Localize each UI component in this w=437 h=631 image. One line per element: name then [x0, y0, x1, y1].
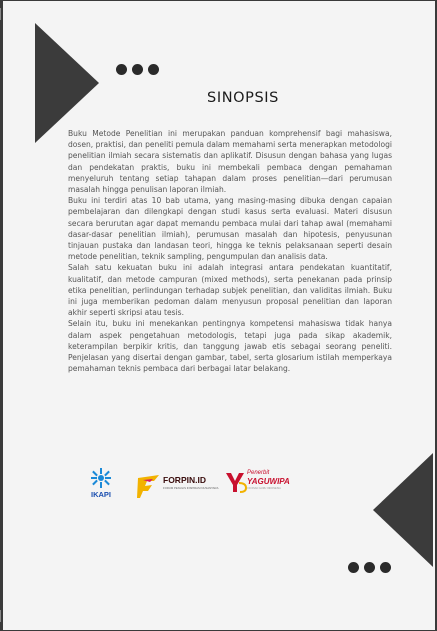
paragraph: Buku ini terdiri atas 10 bab utama, yang masing-masing dibuka dengan capaian pembelajaran dan dilengkapi dengan studi kasus serta evaluasi. Materi disusun secara berurutan agar dapat memandu pembaca mulai dari tahap awal (memahami dasar-dasar penelitian ilmiah), perumusan masalah dan hipotesis, penyusunan tinjauan pustaka dan landasan teori, hingga ke teknis pelaksanaan seperti desain metode penelitian, teknik sampling, pengumpulan dan analisis data. [68, 196, 392, 262]
forpin-logo [135, 472, 219, 500]
paragraph: Salah satu kekuatan buku ini adalah integrasi antara pendekatan kuantitatif, kualitatif, dan metode campuran (mixed methods), serta penekanan pada prinsip etika penelitian, perlindungan terhadap subjek penelitian, dan validitas ilmiah. Buku ini juga memberikan pedoman dalam menyusun proposal penelitian dan laporan akhir seperti skripsi atau tesis. [68, 263, 392, 318]
dot [148, 64, 159, 75]
crop-mark [0, 610, 1, 622]
ikapi-logo [83, 467, 119, 499]
crop-mark [0, 8, 1, 20]
dot [348, 562, 359, 573]
paragraph: Selain itu, buku ini menekankan pentingnya kompetensi mahasiswa tidak hanya dalam aspek pengetahuan metodologis, tetapi juga pada sikap akademik, keterampilan berpikir kritis, dan tanggung jawab etis sebagai seorang peneliti. Penjelasan yang disertai dengan gambar, tabel, serta glosarium istilah memperkaya pemahaman teknis pembaca dari berbagai latar belakang. [68, 319, 392, 374]
decorative-triangle-right [373, 453, 433, 567]
dot [380, 562, 391, 573]
page-title: SINOPSIS [207, 90, 279, 106]
ikapi-emblem-icon [83, 467, 119, 491]
forpin-emblem-icon [135, 472, 163, 500]
yaguwipa-publisher-label: Penerbit [247, 470, 270, 476]
yaguwipa-subtitle: YAYASAN GURU INDONESIA [247, 487, 281, 490]
publisher-logos [83, 467, 293, 507]
forpin-subtitle: FORUM PENULIS INSPIRASI NUSANTARA [163, 486, 219, 490]
ikapi-label: IKAPI [90, 490, 111, 499]
book-page [3, 1, 435, 630]
yaguwipa-logo [225, 469, 295, 499]
forpin-label: FORPIN.ID [163, 475, 206, 485]
decorative-dots-top [116, 64, 159, 75]
dot [116, 64, 127, 75]
yaguwipa-label: YAGUWIPA [247, 477, 290, 486]
paragraph: Buku Metode Penelitian ini merupakan panduan komprehensif bagi mahasiswa, dosen, praktisi, dan peneliti pemula dalam memahami serta menerapkan metodologi penelitian ilmiah secara sistematis dan aplikatif. Disusun dengan bahasa yang lugas dan pendekatan praktis, buku ini membekali pembaca dengan pemahaman menyeluruh tentang setiap tahapan dalam proses penelitian—dari perumusan masalah hingga penulisan laporan ilmiah. [68, 129, 392, 195]
decorative-dots-bottom [348, 562, 391, 573]
dot [364, 562, 375, 573]
synopsis-text [68, 128, 392, 374]
dot [132, 64, 143, 75]
yaguwipa-emblem-icon [225, 471, 247, 493]
decorative-triangle-left [35, 23, 99, 143]
